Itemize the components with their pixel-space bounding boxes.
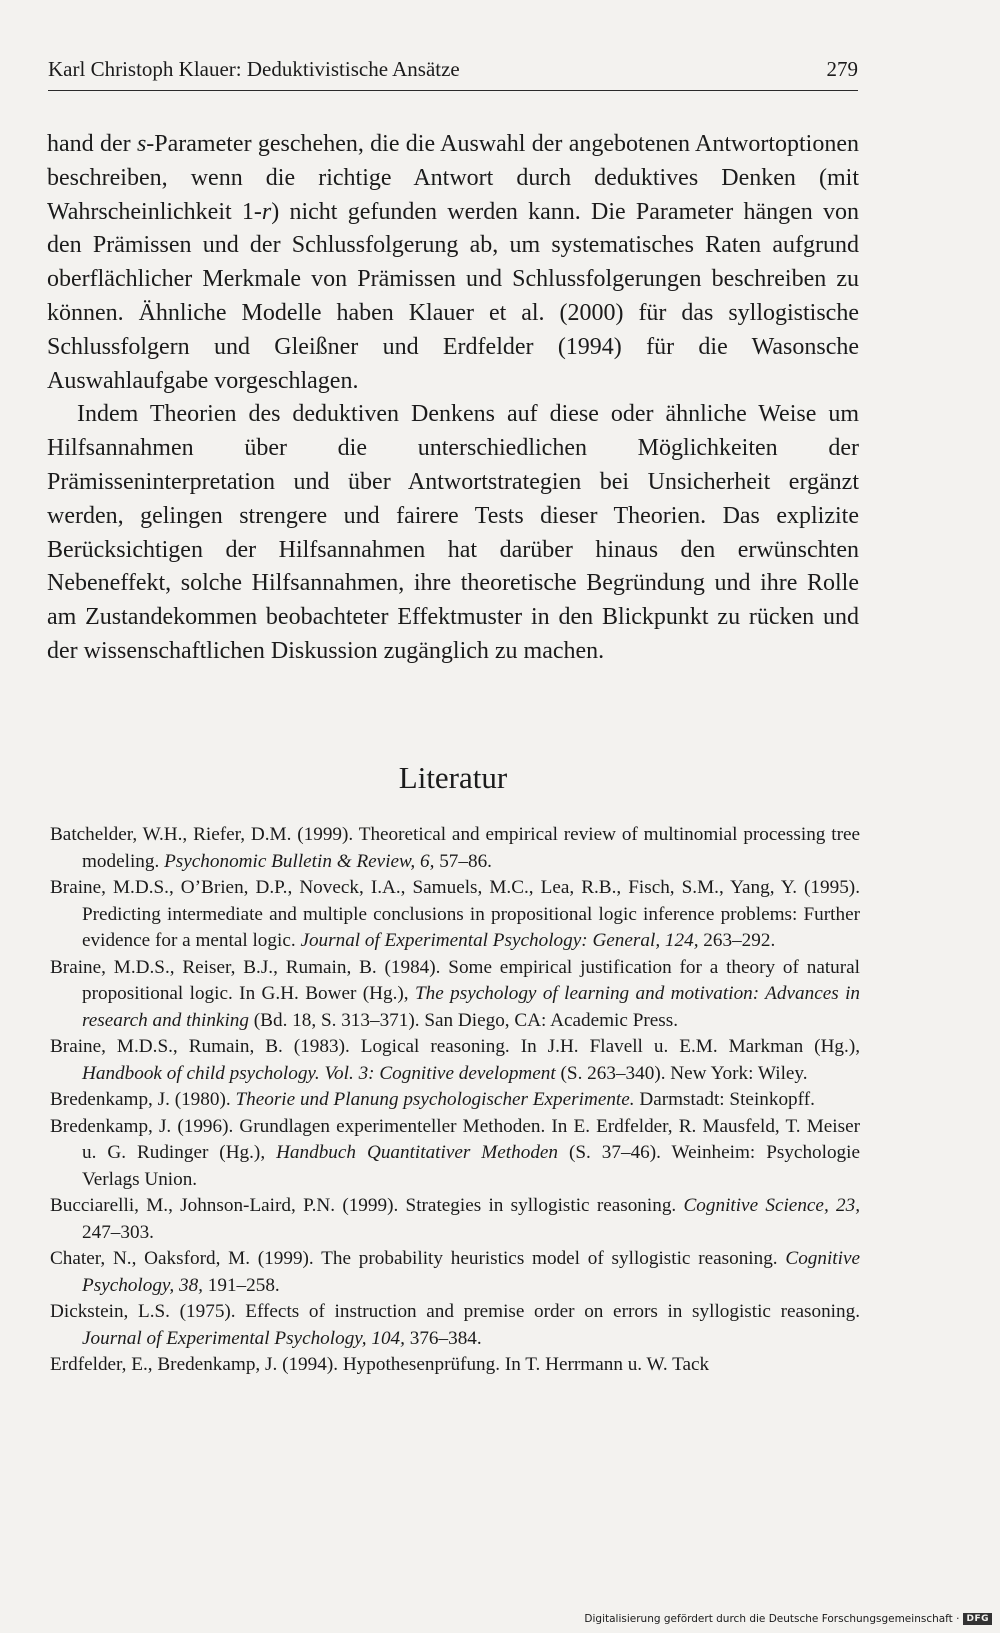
reference-item: Bredenkamp, J. (1980). Theorie und Planung psychologischer Experimente. Darmstadt: Steinkopff. [50,1089,815,1110]
s-parameter-symbol: s [136,131,147,157]
reference-item: Batchelder, W.H., Riefer, D.M. (1999). Theoretical and empirical review of multinomial processing tree modeling. Psychonomic Bulletin & Review, 6, 57–86. [50,824,860,872]
footer-text: Digitalisierung gefördert durch die Deutsche Forschungsgemeinschaft · [584,1613,960,1625]
running-title: Karl Christoph Klauer: Deduktivistische Ansätze [48,57,460,81]
reference-item: Braine, M.D.S., Rumain, B. (1983). Logical reasoning. In J.H. Flavell u. E.M. Markman (Hg.), Handbook of child psychology. Vol. 3: Cognitive development (S. 263–340). New York: Wiley. [50,1036,860,1084]
section-heading: Literatur [398,760,508,795]
paragraph-1 [47,128,859,398]
r-symbol: r [261,198,272,225]
paragraph-2: Indem Theorien des deduktiven Denkens auf diese oder ähnliche Weise um Hilfsannahmen über die unterschiedlichen Möglichkeiten der Prämisseninterpretation und über Antwortstrategien bei Unsicherheit ergänzt werden, gelingen strengere und fairere Tests dieser Theorien. Das explizite Berücksichtigen der Hilfsannahmen hat darüber hinaus den erwünschten Nebeneffekt, solche Hilfsannahmen, ihre theoretische Begründung und ihre Rolle am Zustandekommen beobachteter Effektmuster in den Blickpunkt zu rücken und der wissenschaftlichen Diskussion zugänglich zu machen. [47,401,859,664]
reference-item: Braine, M.D.S., Reiser, B.J., Rumain, B. (1984). Some empirical justification for a theory of natural propositional logic. In G.H. Bower (Hg.), The psychology of learning and motivation: Advances in research and thinking (Bd. 18, S. 313–371). San Diego, CA: Academic Press. [50,956,860,1031]
reference-list [50,822,860,1379]
body-text [47,128,859,669]
header-rule [48,90,858,91]
paragraph-1-part-c: ) nicht gefunden werden kann. Die Parameter hängen von den Prämissen und der Schlussfolgerung ab, um systematisches Raten aufgrund oberflächlicher Merkmale von Prämissen und Schlussfolgerungen beschreiben zu können. Ähnliche Modelle haben Klauer et al. (2000) für das syllogistische Schlussfolgern und Gleißner und Erdfelder (1994) für die Wasonsche Auswahlaufgabe vorgeschlagen. [47,198,860,394]
reference-item: Chater, N., Oaksford, M. (1999). The probability heuristics model of syllogistic reasoning. Cognitive Psychology, 38, 191–258. [50,1248,860,1296]
page-number: 279 [826,57,858,81]
reference-item: Bucciarelli, M., Johnson-Laird, P.N. (1999). Strategies in syllogistic reasoning. Cognitive Science, 23, 247–303. [50,1195,860,1243]
digitization-footer [584,1613,992,1625]
dfg-logo: DFG [963,1613,992,1625]
paragraph-1-part-b: -Parameter geschehen, die die Auswahl der angebotenen Antwortoptionen beschreiben, wenn die richtige Antwort durch deduktives Denken (mit Wahrscheinlichkeit 1- [47,131,860,225]
reference-item: Braine, M.D.S., O’Brien, D.P., Noveck, I.A., Samuels, M.C., Lea, R.B., Fisch, S.M., Yang, Y. (1995). Predicting intermediate and multiple conclusions in propositional logic inference problems: Further evidence for a mental logic. Journal of Experimental Psychology: General, 124, 263–292. [50,877,860,951]
reference-item: Erdfelder, E., Bredenkamp, J. (1994). Hypothesenprüfung. In T. Herrmann u. W. Tack [50,1354,710,1375]
reference-item: Bredenkamp, J. (1996). Grundlagen experimenteller Methoden. In E. Erdfelder, R. Mausfeld, T. Meiser u. G. Rudinger (Hg.), Handbuch Quantitativer Methoden (S. 37–46). Weinheim: Psychologie Verlags Union. [50,1115,861,1190]
reference-item: Dickstein, L.S. (1975). Effects of instruction and premise order on errors in syllogistic reasoning. Journal of Experimental Psychology, 104, 376–384. [50,1301,860,1349]
paragraph-1-part-a: hand der [47,131,137,157]
